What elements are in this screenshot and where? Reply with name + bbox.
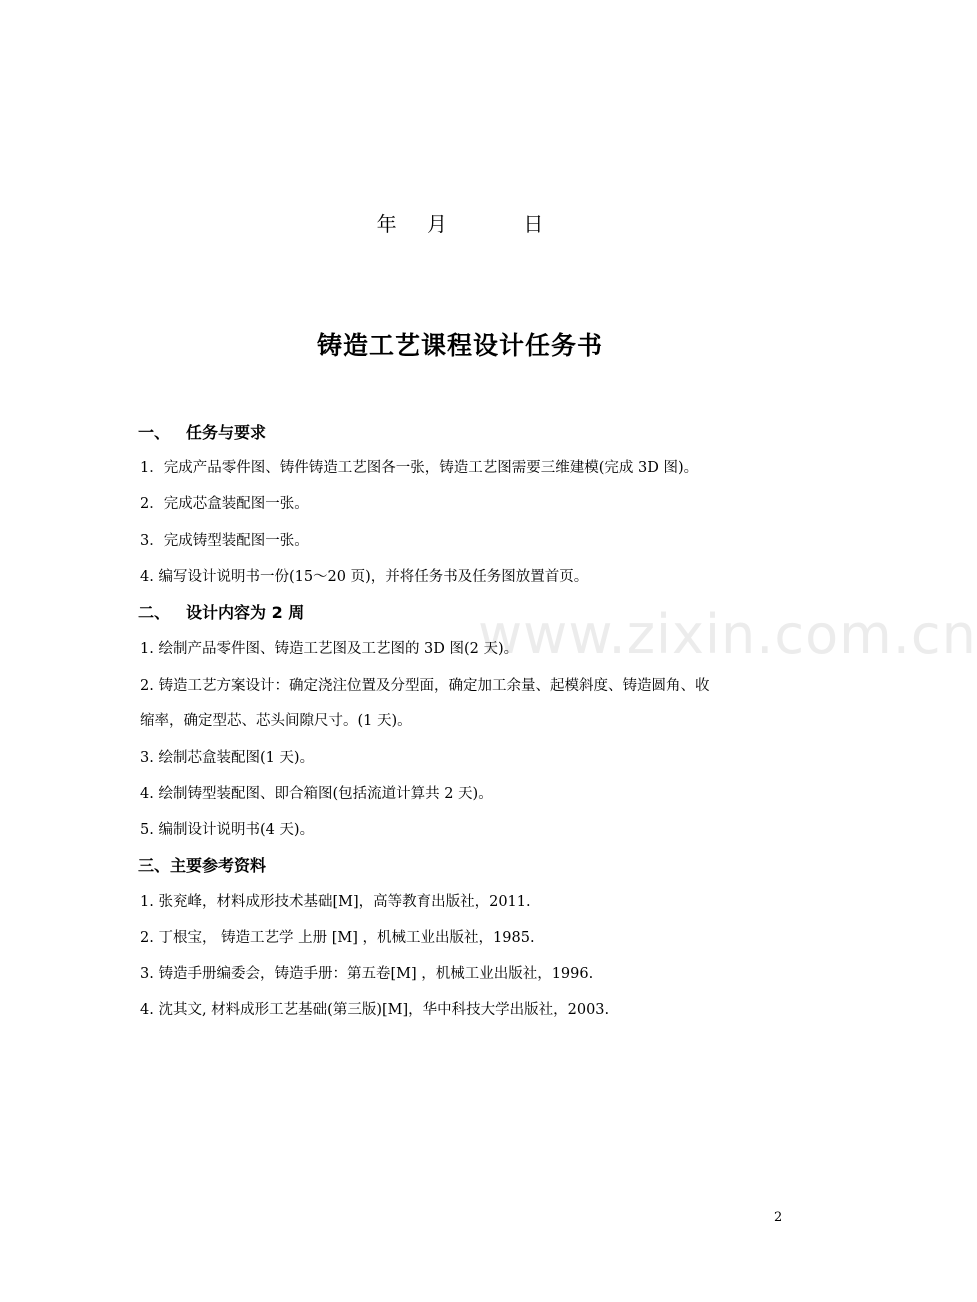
list-item: 1．完成产品零件图、铸件铸造工艺图各一张，铸造工艺图需要三维建模(完成 3D 图)。 bbox=[140, 460, 699, 476]
section-heading-2 bbox=[138, 602, 304, 624]
date-day: 日 bbox=[523, 212, 544, 236]
list-item: 3．完成铸型装配图一张。 bbox=[140, 533, 309, 549]
reference-item: 2. 丁根宝， 铸造工艺学 上册 [M] ，机械工业出版社，1985. bbox=[140, 930, 535, 946]
list-item: 2．完成芯盒装配图一张。 bbox=[140, 496, 309, 512]
date-line bbox=[0, 208, 920, 237]
list-item: 4. 编写设计说明书一份(15～20 页)，并将任务书及任务图放置首页。 bbox=[140, 569, 589, 585]
list-item: 1. 绘制产品零件图、铸造工艺图及工艺图的 3D 图(2 天)。 bbox=[140, 641, 519, 657]
reference-item: 1. 张兖峰，材料成形技术基础[M]，高等教育出版社，2011. bbox=[140, 894, 531, 910]
list-item: 2. 铸造工艺方案设计：确定浇注位置及分型面，确定加工余量、起模斜度、铸造圆角、收 bbox=[140, 678, 710, 694]
reference-item: 3. 铸造手册编委会，铸造手册：第五卷[M] ，机械工业出版社，1996. bbox=[140, 966, 594, 982]
date-month: 月 bbox=[427, 212, 447, 236]
section-heading-1 bbox=[138, 422, 266, 444]
section-number: 一、 bbox=[138, 423, 171, 442]
section-heading-3 bbox=[138, 855, 266, 877]
section-title: 设计内容为 2 周 bbox=[186, 603, 305, 622]
page-number: 2 bbox=[774, 1210, 783, 1225]
date-year: 年 bbox=[376, 212, 397, 236]
list-item: 4. 绘制铸型装配图、即合箱图(包括流道计算共 2 天)。 bbox=[140, 786, 493, 802]
watermark: www.zixin.com.cn bbox=[478, 603, 977, 666]
list-item: 5. 编制设计说明书(4 天)。 bbox=[140, 822, 315, 838]
list-item: 3. 绘制芯盒装配图(1 天)。 bbox=[140, 750, 315, 766]
document-title: 铸造工艺课程设计任务书 bbox=[316, 331, 603, 360]
section-title: 任务与要求 bbox=[186, 423, 267, 442]
list-item: 缩率，确定型芯、芯头间隙尺寸。(1 天)。 bbox=[140, 713, 412, 729]
section-title: 三、主要参考资料 bbox=[138, 856, 267, 875]
section-number: 二、 bbox=[138, 603, 171, 622]
reference-item: 4. 沈其文, 材料成形工艺基础(第三版)[M]，华中科技大学出版社，2003. bbox=[140, 1002, 610, 1018]
